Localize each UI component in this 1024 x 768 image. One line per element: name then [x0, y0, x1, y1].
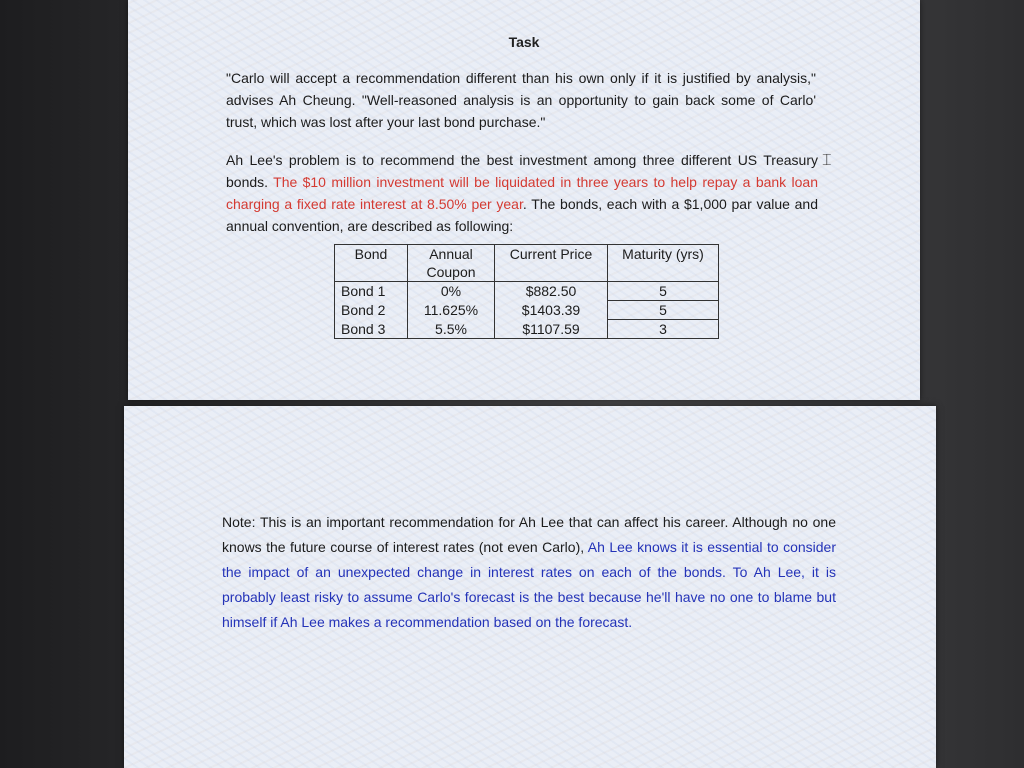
table-row: [335, 320, 719, 339]
table-row: [335, 282, 719, 301]
bond-table: [334, 244, 719, 339]
header-price: Current Price: [495, 245, 608, 282]
problem-outro: . The bonds, each with a $1,000 par value and annual convention, are described as following:: [226, 196, 819, 234]
note-emphasis: Ah Lee knows it is essential to consider the impact of an unexpected change in interest rates on each of the bonds. To Ah Lee, it is probably least risky to assume Carlo's forecast is the best because he'll have no one to blame but himself if Ah Lee makes a recommendation based on the forecast.: [222, 539, 836, 630]
cell-price: $882.50: [495, 282, 608, 301]
quote-paragraph: "Carlo will accept a recommendation different than his own only if it is justified by analysis," advises Ah Cheung. "Well-reasoned analysis is an opportunity to gain back some of Carlo' trust, which was lost after your last bond purchase.": [226, 70, 816, 130]
problem-highlight: The $10 million investment will be liquidated in three years to help repay a bank loan charging a fixed rate interest at 8.50% per year: [226, 174, 818, 212]
problem-paragraph: [226, 149, 818, 237]
task-title: Task: [508, 34, 540, 50]
text-cursor-icon: ⌶: [822, 152, 832, 169]
cell-maturity: 3: [608, 320, 719, 339]
cell-coupon: 0%: [408, 282, 495, 301]
note-text: Note: This is an important recommendation for Ah Lee that can affect his career. Although no one knows the future course of interest rates (not even Carlo),: [222, 514, 836, 555]
note-slide: [124, 406, 936, 768]
header-coupon: Annual Coupon: [408, 245, 495, 282]
cell-maturity: 5: [608, 301, 719, 320]
cell-bond: Bond 1: [335, 282, 408, 301]
cell-price: $1403.39: [495, 301, 608, 320]
header-maturity: Maturity (yrs): [608, 245, 719, 282]
cell-maturity: 5: [608, 282, 719, 301]
header-bond: Bond: [335, 245, 408, 282]
cell-bond: Bond 2: [335, 301, 408, 320]
cell-bond: Bond 3: [335, 320, 408, 339]
note-paragraph: [222, 510, 836, 635]
task-slide: [128, 0, 920, 400]
table-header-row: [335, 245, 719, 282]
problem-intro: Ah Lee's problem is to recommend the best investment among three different US Treasury bonds.: [226, 152, 818, 190]
cell-coupon: 5.5%: [408, 320, 495, 339]
cell-coupon: 11.625%: [408, 301, 495, 320]
table-row: [335, 301, 719, 320]
cell-price: $1107.59: [495, 320, 608, 339]
